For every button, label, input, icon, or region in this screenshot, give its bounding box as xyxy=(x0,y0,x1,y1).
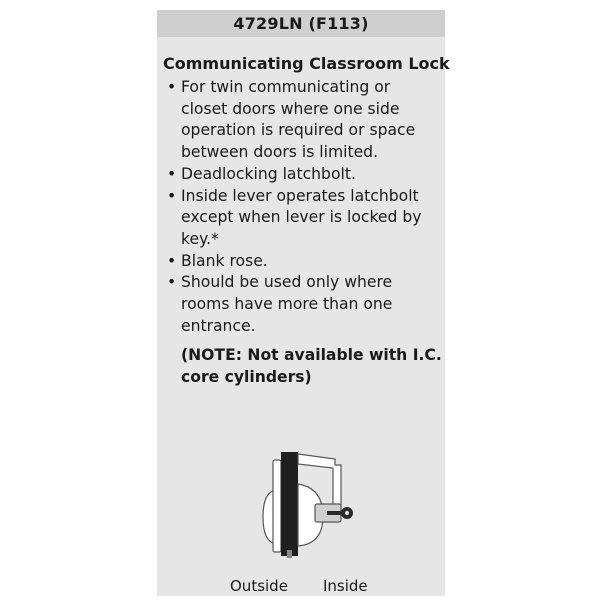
spindle xyxy=(287,550,292,558)
model-header xyxy=(157,10,445,37)
feature-item: • Blank rose. xyxy=(161,251,441,273)
feature-item: • Inside lever operates latchbolt except when lever is locked by key.* xyxy=(161,186,441,251)
feature-list xyxy=(161,77,441,337)
feature-item: • Should be used only where rooms have more than one entrance. xyxy=(161,272,441,337)
outside-label: Outside xyxy=(230,577,288,595)
feature-item: • For twin communicating or closet doors where one side operation is required or space between doors is limited. xyxy=(161,77,441,164)
availability-note: (NOTE: Not available with I.C. core cylinders) xyxy=(181,346,442,386)
product-card xyxy=(157,10,450,596)
door-section xyxy=(281,452,298,556)
outside-rose xyxy=(273,460,281,552)
function-title: Communicating Classroom Lock xyxy=(163,54,450,73)
feature-item: • Deadlocking latchbolt. xyxy=(161,164,441,186)
model-number: 4729LN (F113) xyxy=(233,14,369,33)
lock-diagram xyxy=(257,432,377,562)
inside-label: Inside xyxy=(323,577,368,595)
